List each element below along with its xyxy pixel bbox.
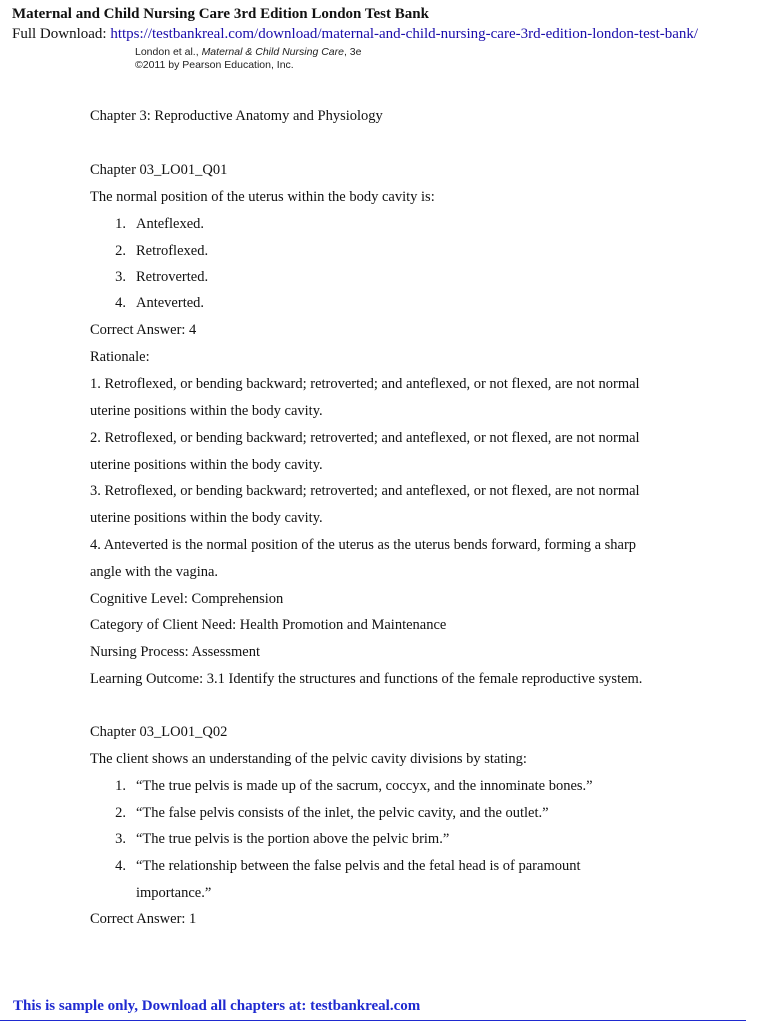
option-number: 1. <box>115 216 126 232</box>
option-text: “The relationship between the false pelvis and the fetal head is of paramount <box>136 858 581 874</box>
option-number: 2. <box>115 243 126 259</box>
option-text: “The true pelvis is the portion above the pelvic brim.” <box>136 831 450 847</box>
question-stem: The normal position of the uterus within the body cavity is: <box>90 189 435 205</box>
chapter-title: Chapter 3: Reproductive Anatomy and Physiology <box>90 108 383 124</box>
option-text: “The false pelvis consists of the inlet, the pelvic cavity, and the outlet.” <box>136 805 549 821</box>
question-id: Chapter 03_LO01_Q01 <box>90 162 228 178</box>
option-text: Anteflexed. <box>136 216 205 232</box>
credit-authors: London et al., <box>135 46 202 58</box>
option-number: 2. <box>115 805 126 821</box>
learning-outcome: Learning Outcome: 3.1 Identify the structures and functions of the female reproductive system. <box>90 671 643 687</box>
question-stem: The client shows an understanding of the pelvic cavity divisions by stating: <box>90 751 527 767</box>
rationale-line: uterine positions within the body cavity. <box>90 510 323 526</box>
option-text: Retroflexed. <box>136 243 209 259</box>
download-link[interactable]: https://testbankreal.com/download/maternal-and-child-nursing-care-3rd-edition-london-test-bank/ <box>110 26 699 42</box>
option-text: Anteverted. <box>136 295 205 311</box>
option-text: “The true pelvis is made up of the sacrum, coccyx, and the innominate bones.” <box>136 778 593 794</box>
download-line <box>12 24 698 44</box>
option-number: 3. <box>115 269 126 285</box>
client-need-category: Category of Client Need: Health Promotion and Maintenance <box>90 617 447 633</box>
credit-edition: , 3e <box>343 46 362 58</box>
nursing-process: Nursing Process: Assessment <box>90 644 260 660</box>
book-credit <box>135 46 361 59</box>
option-number: 3. <box>115 831 126 847</box>
download-label: Full Download: <box>12 26 111 42</box>
option-number: 1. <box>115 778 126 794</box>
rationale-label: Rationale: <box>90 349 150 365</box>
rationale-line: uterine positions within the body cavity. <box>90 403 323 419</box>
document-title: Maternal and Child Nursing Care 3rd Edition London Test Bank <box>12 6 429 22</box>
rationale-line: 4. Anteverted is the normal position of the uterus as the uterus bends forward, forming a sharp <box>90 537 637 553</box>
rationale-line: 1. Retroflexed, or bending backward; retroverted; and anteflexed, or not flexed, are not normal <box>90 376 640 392</box>
credit-book-title: Maternal & Child Nursing Care <box>201 46 344 58</box>
cognitive-level: Cognitive Level: Comprehension <box>90 591 284 607</box>
rationale-line: 3. Retroflexed, or bending backward; retroverted; and anteflexed, or not flexed, are not normal <box>90 483 640 499</box>
copyright-line: ©2011 by Pearson Education, Inc. <box>135 59 294 71</box>
rationale-line: angle with the vagina. <box>90 564 219 580</box>
question-id: Chapter 03_LO01_Q02 <box>90 724 228 740</box>
footer-divider <box>0 1020 746 1021</box>
option-number: 4. <box>115 858 126 874</box>
rationale-line: 2. Retroflexed, or bending backward; retroverted; and anteflexed, or not flexed, are not normal <box>90 430 640 446</box>
footer-notice: This is sample only, Download all chapters at: testbankreal.com <box>13 998 421 1014</box>
option-text: Retroverted. <box>136 269 209 285</box>
option-text-continuation: importance.” <box>136 885 212 901</box>
correct-answer: Correct Answer: 1 <box>90 911 197 927</box>
rationale-line: uterine positions within the body cavity. <box>90 457 323 473</box>
option-number: 4. <box>115 295 126 311</box>
correct-answer: Correct Answer: 4 <box>90 322 197 338</box>
